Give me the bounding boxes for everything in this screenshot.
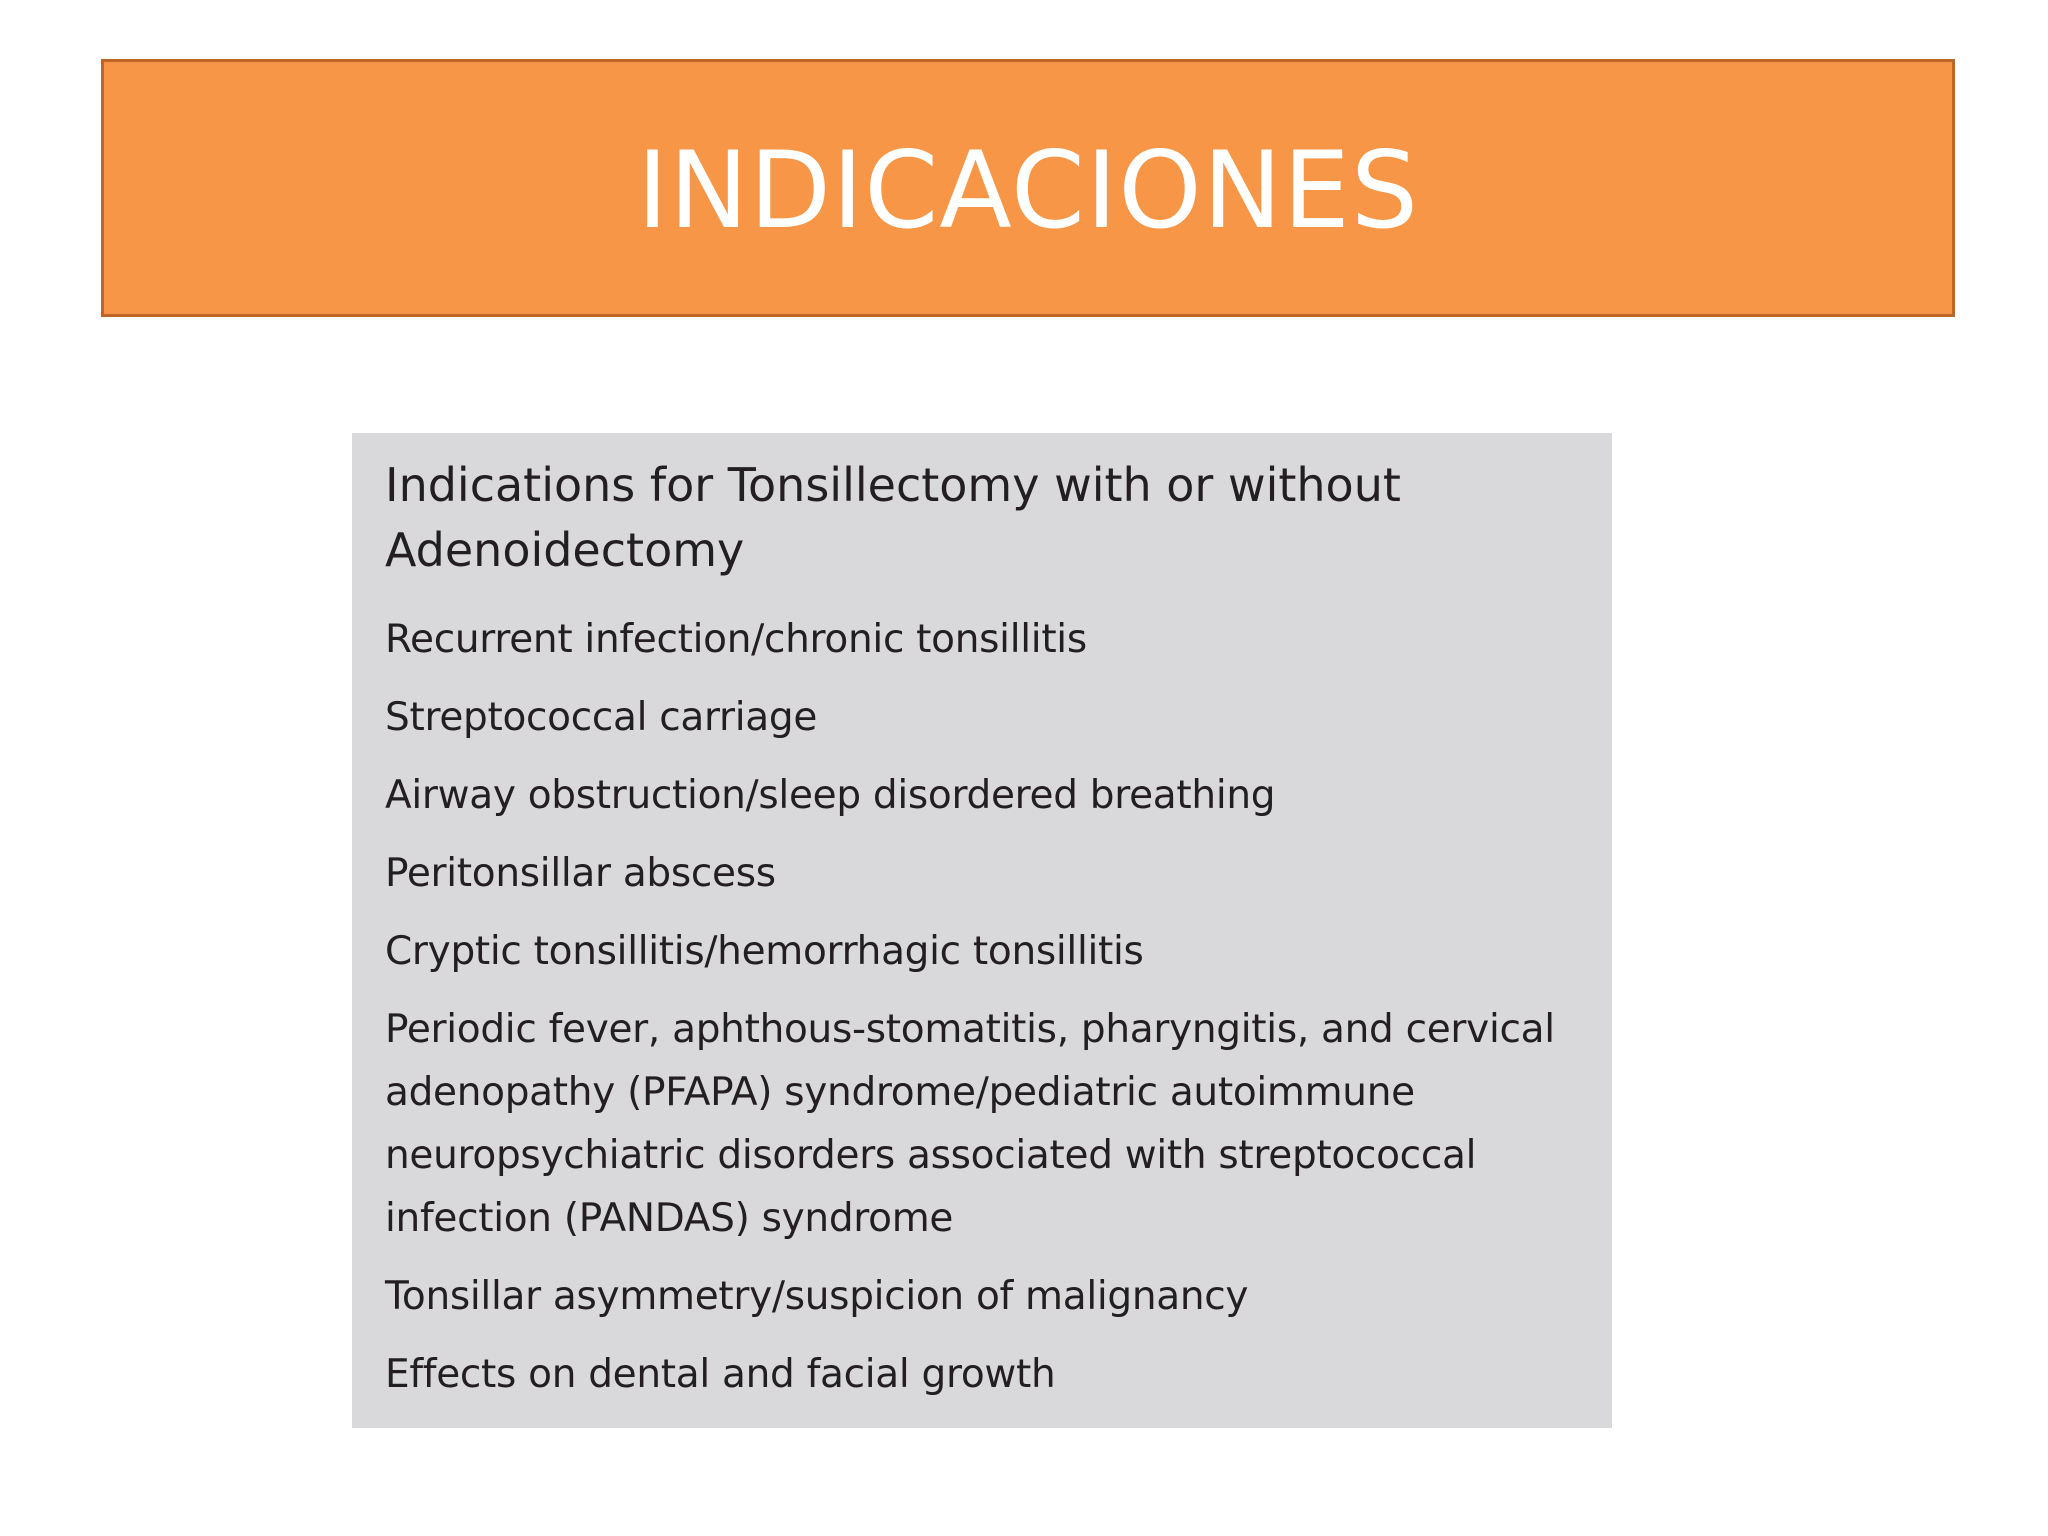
slide-title: INDICACIONES: [636, 129, 1420, 252]
list-item: Cryptic tonsillitis/hemorrhagic tonsillitis: [385, 929, 1144, 974]
indications-table: [352, 433, 1612, 1428]
indications-list: [385, 608, 1582, 1406]
list-item: Effects on dental and facial growth: [385, 1352, 1056, 1397]
list-item: Tonsillar asymmetry/suspicion of malignancy: [385, 1274, 1249, 1319]
list-item: Peritonsillar abscess: [385, 851, 776, 896]
list-item: Streptococcal carriage: [385, 695, 818, 740]
list-item: Recurrent infection/chronic tonsillitis: [385, 617, 1087, 662]
list-item: Periodic fever, aphthous-stomatitis, pharyngitis, and cervical adenopathy (PFAPA) syndrome/pediatric autoimmune neuropsychiatric disorders associated with streptococcal infection (PANDAS) syndrome: [385, 1007, 1555, 1241]
title-banner: [101, 59, 1955, 317]
list-item: Airway obstruction/sleep disordered breathing: [385, 773, 1276, 818]
table-heading: Indications for Tonsillectomy with or without Adenoidectomy: [385, 458, 1401, 577]
